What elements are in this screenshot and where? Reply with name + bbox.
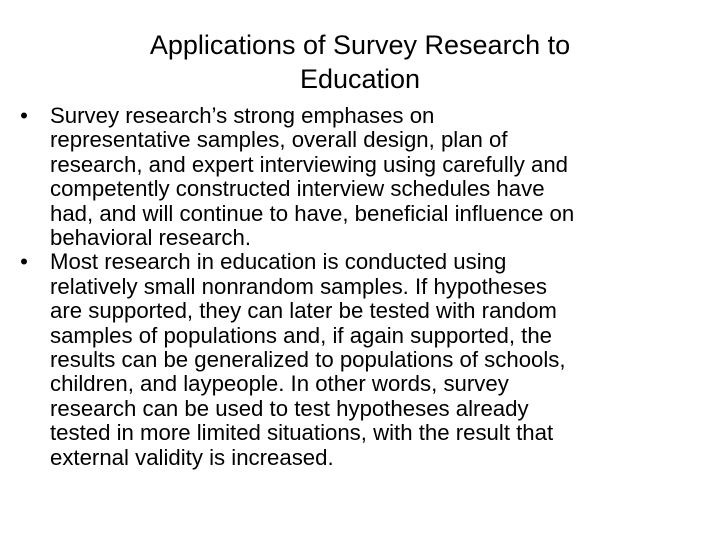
bullet-item-survey-emphases xyxy=(14,104,716,250)
title-line: Education xyxy=(299,64,421,94)
title-line: Applications of Survey Research to xyxy=(149,30,571,60)
bullet-text-line: behavioral research. xyxy=(50,225,252,251)
bullet-text-line: representative samples, overall design, plan of xyxy=(50,127,508,153)
slide-title xyxy=(60,28,660,96)
bullet-text-line: tested in more limited situations, with the result that xyxy=(50,420,554,446)
bullet-text-line: had, and will continue to have, beneficial influence on xyxy=(50,200,575,226)
bullet-item-education-research xyxy=(14,250,716,470)
bullet-text-line: research, and expert interviewing using carefully and xyxy=(50,151,568,177)
bullet-text-line: results can be generalized to populations of schools, xyxy=(50,347,566,373)
bullet-icon: • xyxy=(20,103,28,128)
bullet-text-line: children, and laypeople. In other words, survey xyxy=(50,371,509,397)
bullet-text-line: Survey research’s strong emphases on xyxy=(50,103,435,128)
bullet-list xyxy=(14,104,716,470)
bullet-text-line: external validity is increased. xyxy=(50,444,334,470)
bullet-text-line: relatively small nonrandom samples. If hypotheses xyxy=(50,273,547,299)
bullet-text-line: are supported, they can later be tested with random xyxy=(50,298,557,324)
bullet-text-line: competently constructed interview schedules have xyxy=(50,176,545,202)
bullet-icon: • xyxy=(20,249,28,275)
bullet-text-line: Most research in education is conducted using xyxy=(50,249,507,275)
bullet-text-line: samples of populations and, if again supported, the xyxy=(50,322,553,348)
bullet-text-line: research can be used to test hypotheses already xyxy=(50,395,529,421)
